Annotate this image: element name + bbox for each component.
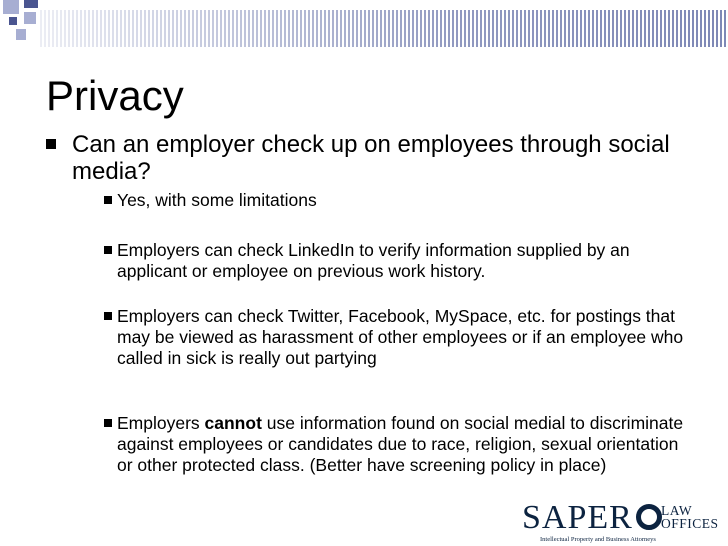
sub-bullet-text: Yes, with some limitations xyxy=(117,190,317,210)
header-stripe-fade xyxy=(40,10,728,47)
logo-name: SAPER xyxy=(522,499,633,536)
sub-bullet-text-after: use information found on social medial to discriminate against employees or candidates due to race, religion, sexual orientation or other protected class. (Better have screening policy in place) xyxy=(117,413,684,475)
sub-bullet xyxy=(117,190,687,211)
logo-tagline: Intellectual Property and Business Attorneys xyxy=(540,536,656,543)
sub-bullet-text: Employers can check LinkedIn to verify information supplied by an applicant or employee on previous work history. xyxy=(117,240,630,281)
sub-bullet-text-before: Employers xyxy=(117,413,205,433)
slide-title: Privacy xyxy=(46,72,184,119)
sub-bullet xyxy=(117,240,687,282)
logo-law: LAW xyxy=(661,503,693,518)
logo-offices: OFFICES xyxy=(661,516,719,531)
main-bullet-text: Can an employer check up on employees through social media? xyxy=(72,131,670,185)
decor-square xyxy=(24,12,36,24)
sub-bullet xyxy=(117,306,687,369)
bullet-marker xyxy=(104,419,112,427)
saper-logo xyxy=(522,500,727,546)
bullet-marker xyxy=(104,196,112,204)
decor-square xyxy=(3,0,19,14)
bullet-marker xyxy=(104,312,112,320)
decor-square xyxy=(9,17,17,25)
bullet-marker xyxy=(46,139,56,149)
sub-bullet-text: Employers can check Twitter, Facebook, MySpace, etc. for postings that may be viewed as harassment of other employees or if an employee who called in sick is really out partying xyxy=(117,306,684,368)
bullet-marker xyxy=(104,246,112,254)
main-bullet xyxy=(46,131,686,185)
sub-bullet-emphasis: cannot xyxy=(204,413,262,433)
decor-square xyxy=(16,29,26,40)
sub-bullet xyxy=(117,413,687,476)
decor-square xyxy=(24,0,38,8)
logo-circle-icon xyxy=(636,504,662,530)
